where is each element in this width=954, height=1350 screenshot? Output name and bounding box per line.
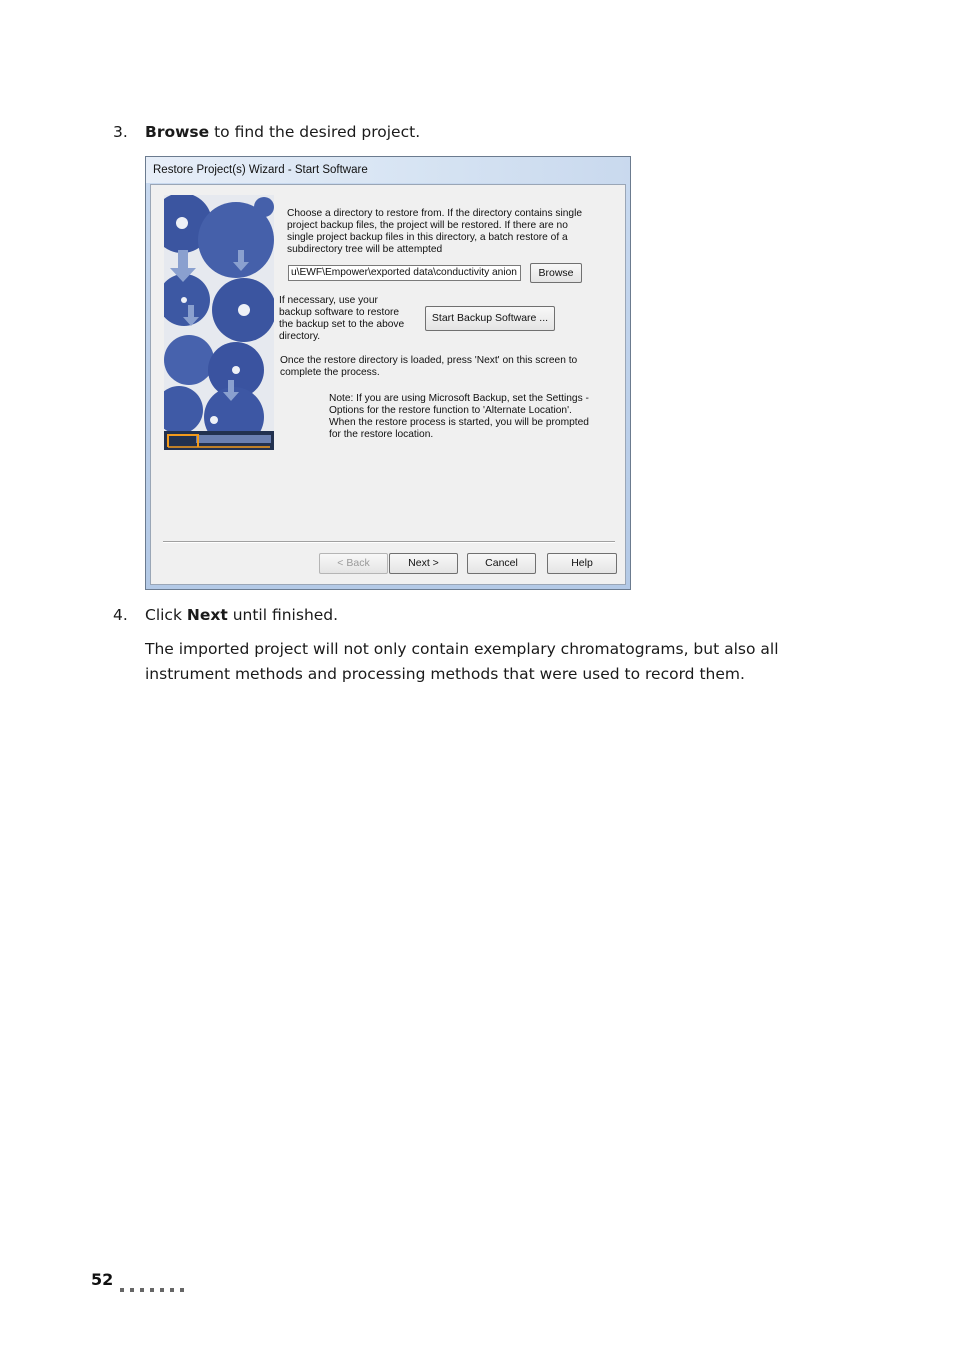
step-pre: Click	[145, 606, 187, 624]
browse-button[interactable]: Browse	[530, 263, 582, 283]
step-number: 4.	[113, 606, 128, 624]
next-button[interactable]: Next >	[389, 553, 458, 574]
restore-wizard-dialog	[145, 156, 631, 590]
start-backup-software-button[interactable]: Start Backup Software ...	[425, 306, 555, 331]
step-keyword: Next	[186, 606, 228, 624]
footer-dots	[120, 1277, 190, 1296]
disc-stack-icon	[164, 195, 274, 450]
backup-software-text: If necessary, use your backup software to restore the backup set to the above directory.	[279, 295, 405, 342]
dialog-client-area	[150, 184, 626, 585]
intro-text: Choose a directory to restore from. If the directory contains single project backup files, the project will be restored. If there are no single project backup files in this directory, a batch restore of a subdirectory tree will be attempted	[287, 208, 583, 255]
body-paragraph: The imported project will not only contain exemplary chromatograms, but also all instrument methods and processing methods that were used to record them.	[145, 640, 779, 683]
title-bar	[146, 157, 630, 183]
page-number: 52	[91, 1270, 114, 1289]
once-loaded-text: Once the restore directory is loaded, press 'Next' on this screen to complete the process.	[280, 355, 578, 378]
step-rest: to find the desired project.	[209, 123, 421, 141]
step-text	[145, 604, 338, 626]
button-separator	[163, 541, 615, 543]
backup-note-text: Note: If you are using Microsoft Backup, set the Settings - Options for the restore function to 'Alternate Location'. When the restore process is started, you will be prompted for the restore location.	[329, 393, 589, 440]
wizard-disc-illustration	[164, 195, 274, 450]
restore-directory-input[interactable]: u\EWF\Empower\exported data\conductivity anion	[288, 265, 521, 281]
cancel-button[interactable]: Cancel	[467, 553, 536, 574]
help-button[interactable]: Help	[547, 553, 617, 574]
step-text	[145, 121, 420, 143]
step-keyword: Browse	[145, 123, 210, 141]
window-title: Restore Project(s) Wizard - Start Software	[153, 164, 368, 176]
step-number: 3.	[113, 123, 128, 141]
step-rest: until finished.	[227, 606, 339, 624]
back-button[interactable]: < Back	[319, 553, 388, 574]
